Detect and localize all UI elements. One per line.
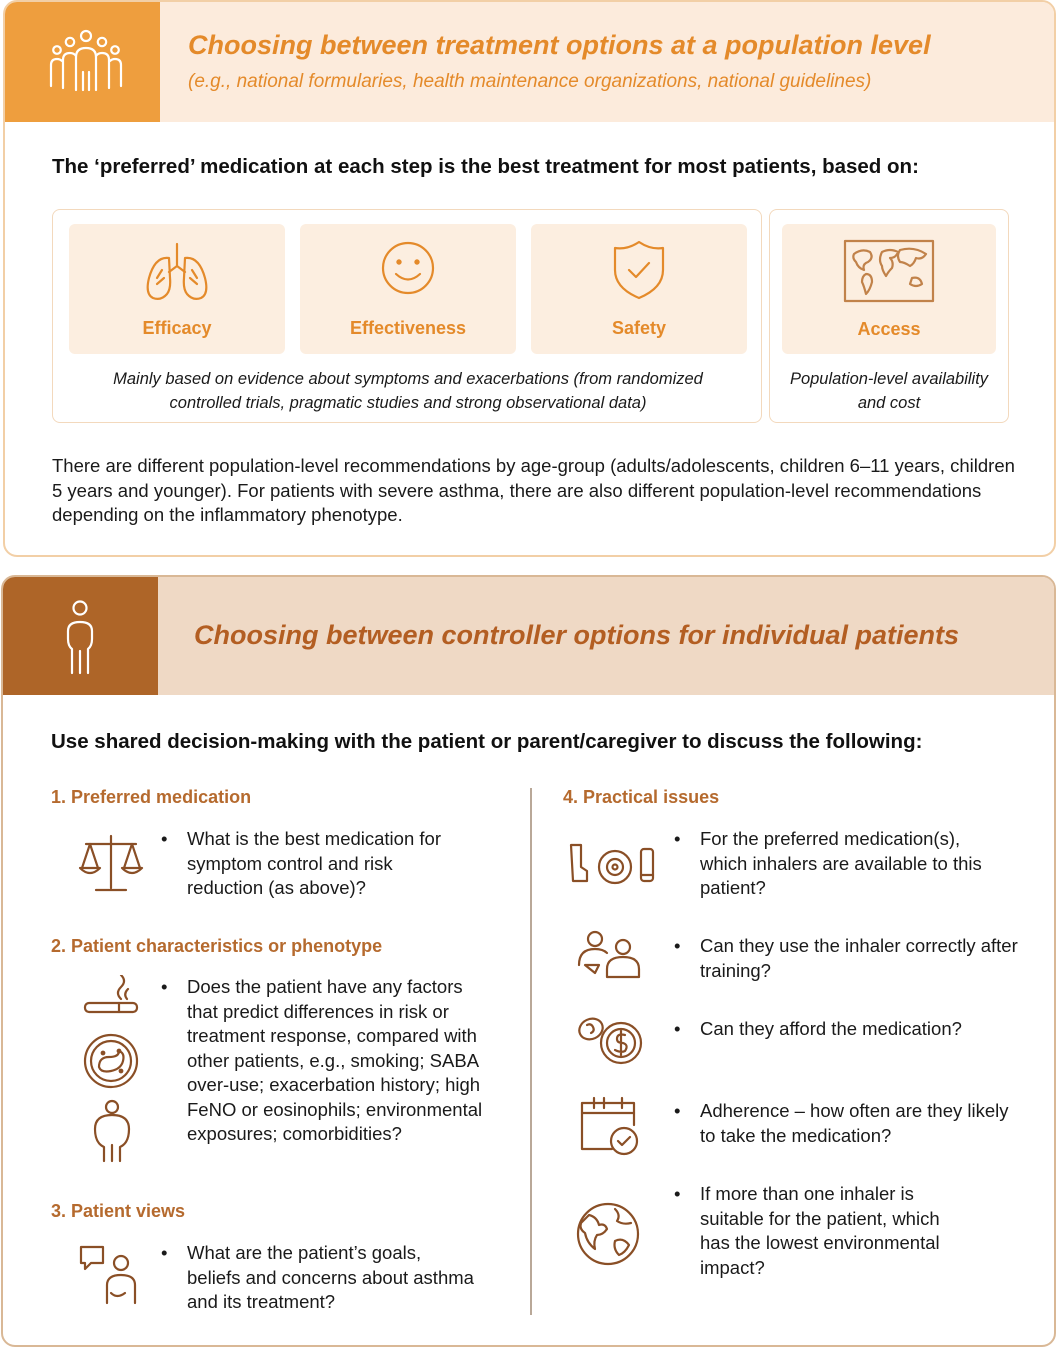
population-header-band — [160, 2, 1054, 122]
column-divider — [530, 788, 532, 1315]
shared-decision-lead: Use shared decision-making with the patient or parent/caregiver to discuss the following: — [51, 730, 923, 753]
preferred-medication-lead: The ‘preferred’ medication at each step is the best treatment for most patients, based on: — [52, 155, 919, 178]
smiley-face-icon — [378, 238, 438, 298]
globe-icon — [575, 1201, 641, 1267]
population-level-panel — [3, 0, 1056, 557]
individual-patient-panel — [1, 575, 1056, 1347]
criterion-label-access: Access — [857, 319, 921, 339]
population-header-icon-box — [5, 2, 160, 122]
evidence-criteria-group — [52, 209, 762, 423]
person-icon — [3, 577, 158, 695]
balance-scale-icon — [78, 832, 144, 894]
cell-icon — [81, 1031, 141, 1091]
inhalers-icon — [565, 839, 661, 889]
bullet-patient-characteristics: • Does the patient have any factors that predict differences in risk or treatment response, compared with other patients, e.g., smoking; SABA over-use; exacerbation history; high FeNO or eosinophils; environmental exposures; comorbidities? — [161, 976, 483, 1144]
evidence-note: Mainly based on evidence about symptoms and exacerbations (from randomized controlled trials, pragmatic studies and strong observational data) — [113, 370, 703, 412]
section-heading-preferred-medication: 1. Preferred medication — [51, 787, 252, 807]
population-panel-title: Choosing between treatment options at a population level — [188, 30, 931, 60]
criterion-label-safety: Safety — [611, 318, 667, 338]
section-heading-patient-views: 3. Patient views — [51, 1201, 186, 1221]
body-icon — [89, 1099, 135, 1165]
bullet-adherence: • Adherence – how often are they likely to take the medication? — [674, 1100, 1009, 1146]
criterion-effectiveness — [300, 224, 516, 354]
individual-header-icon-box — [3, 577, 158, 695]
criterion-safety — [531, 224, 747, 354]
training-people-icon — [575, 929, 643, 981]
bullet-affordability: • Can they afford the medication? — [674, 1018, 962, 1039]
bullet-inhaler-technique: • Can they use the inhaler correctly after training? — [674, 935, 1018, 981]
speech-bubble-person-icon — [77, 1243, 143, 1309]
section-heading-patient-characteristics: 2. Patient characteristics or phenotype — [51, 936, 383, 956]
individual-panel-title: Choosing between controller options for individual patients — [194, 620, 960, 650]
world-map-icon — [842, 238, 936, 304]
criterion-label-efficacy: Efficacy — [142, 318, 212, 338]
access-criteria-group — [769, 209, 1009, 423]
shield-check-icon — [611, 238, 667, 302]
section-heading-practical-issues: 4. Practical issues — [563, 787, 720, 807]
bullet-environmental-impact: • If more than one inhaler is suitable for the patient, which has the lowest environmental impact? — [674, 1183, 940, 1278]
bullet-preferred-medication: • What is the best medication for symptom control and risk reduction (as above)? — [161, 828, 441, 898]
criterion-access — [782, 224, 996, 354]
population-panel-subtitle: (e.g., national formularies, health maintenance organizations, national guidelines) — [188, 71, 872, 92]
lungs-icon — [142, 240, 212, 302]
access-note: Population-level availability and cost — [789, 370, 989, 412]
bullet-patient-views: • What are the patient’s goals, beliefs and concerns about asthma and its treatment? — [161, 1242, 474, 1312]
population-group-icon — [5, 2, 160, 122]
criterion-label-effectiveness: Effectiveness — [349, 318, 467, 338]
coins-icon — [575, 1013, 645, 1067]
bullet-inhaler-availability: • For the preferred medication(s), which inhalers are available to this patient? — [674, 828, 982, 898]
cigarette-icon — [81, 975, 141, 1017]
calendar-check-icon — [578, 1095, 642, 1157]
criterion-efficacy — [69, 224, 285, 354]
population-recommendations-paragraph: There are different population-level recommendations by age-group (adults/adolescents, children 6–11 years, children 5 years and younger). For patients with severe asthma, there are also different population-level recommendations depending on the inflammatory phenotype. — [52, 455, 1015, 525]
